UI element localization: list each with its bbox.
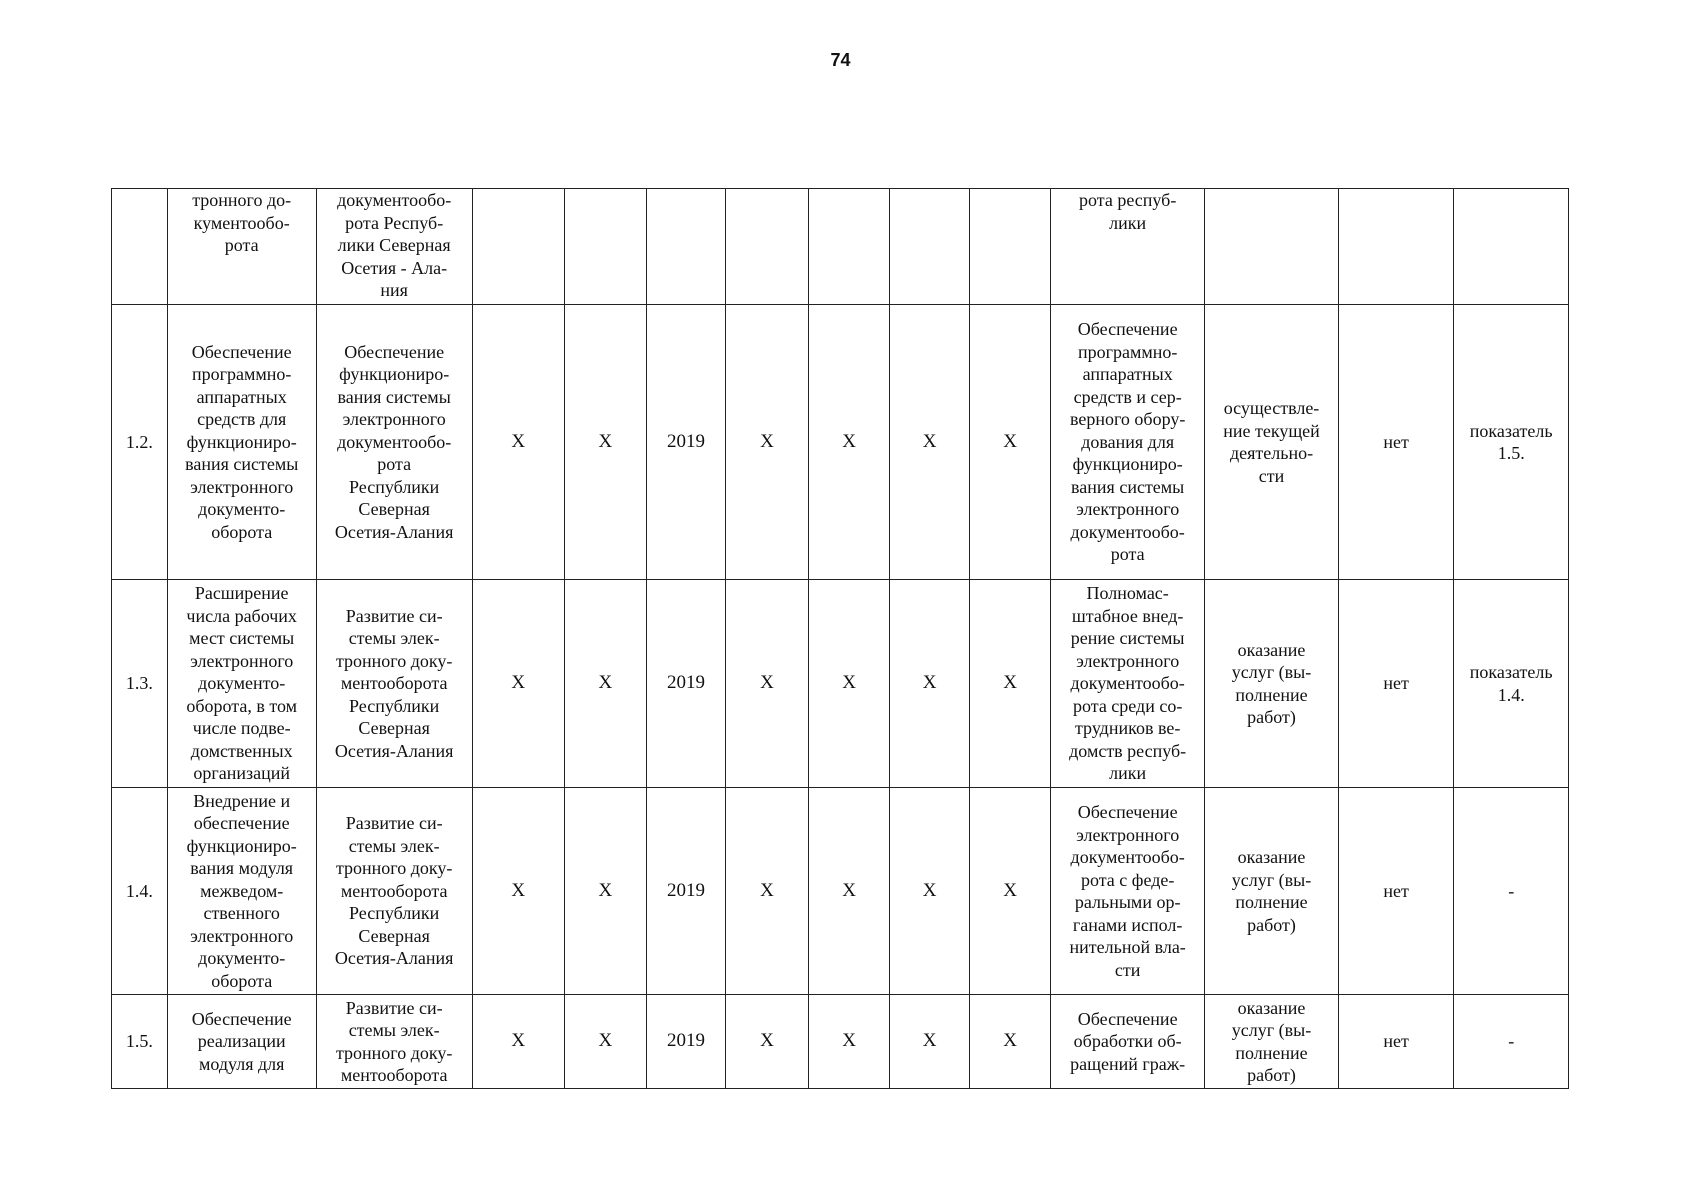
cell-col-9: X [890,580,970,788]
activities-table [111,188,1569,1089]
table-row [112,305,1569,580]
cell-col-9: X [890,305,970,580]
program-name: документообо- рота Респуб- лики Северная Осетия - Ала- ния [316,189,472,305]
cell-col-8: X [809,995,890,1089]
cell-col-4 [472,189,564,305]
indicator-cell: - [1454,995,1569,1089]
cell-col-4: X [472,995,564,1089]
expected-result: Обеспечение электронного документообо- рота с феде- ральными ор- ганами испол- нительной вла- сти [1051,788,1205,995]
activity-form: оказание услуг (вы- полнение работ) [1205,580,1339,788]
program-name: Обеспечение функциониро- вания системы электронного документообо- рота Республики Северная Осетия-Алания [316,305,472,580]
row-number: 1.3. [112,580,168,788]
cell-col-5: X [564,580,646,788]
cell-col-6: 2019 [646,995,725,1089]
cell-col-8 [809,189,890,305]
row-number: 1.4. [112,788,168,995]
cell-col-10: X [970,995,1051,1089]
activity-name: Обеспечение реализации модуля для [167,995,316,1089]
flag-cell [1338,189,1454,305]
cell-col-7: X [725,788,808,995]
cell-col-4: X [472,305,564,580]
cell-col-9: X [890,788,970,995]
activity-name: Внедрение и обеспечение функциониро- вания модуля межведом- ственного электронного документо- оборота [167,788,316,995]
flag-cell: нет [1338,995,1454,1089]
expected-result: рота респуб- лики [1051,189,1205,305]
row-number: 1.5. [112,995,168,1089]
cell-col-7: X [725,995,808,1089]
cell-col-4: X [472,580,564,788]
cell-col-10: X [970,305,1051,580]
program-name: Развитие си- стемы элек- тронного доку- ментооборота [316,995,472,1089]
program-name: Развитие си- стемы элек- тронного доку- ментооборота Республики Северная Осетия-Алания [316,788,472,995]
indicator-cell: - [1454,788,1569,995]
cell-col-8: X [809,305,890,580]
cell-col-5: X [564,305,646,580]
flag-cell: нет [1338,305,1454,580]
activity-form: осуществле- ние текущей деятельно- сти [1205,305,1339,580]
cell-col-7: X [725,305,808,580]
expected-result: Полномас- штабное внед- рение системы электронного документообо- рота среди со- трудников ве- домств респуб- лики [1051,580,1205,788]
cell-col-5: X [564,788,646,995]
flag-cell: нет [1338,580,1454,788]
table-row [112,995,1569,1089]
cell-col-7 [725,189,808,305]
indicator-cell [1454,189,1569,305]
cell-col-6: 2019 [646,305,725,580]
cell-col-10: X [970,788,1051,995]
activity-form: оказание услуг (вы- полнение работ) [1205,995,1339,1089]
cell-col-5 [564,189,646,305]
row-number: 1.2. [112,305,168,580]
indicator-cell: показатель 1.5. [1454,305,1569,580]
cell-col-5: X [564,995,646,1089]
cell-col-7: X [725,580,808,788]
page-number: 74 [830,50,851,70]
table-row [112,788,1569,995]
row-number [112,189,168,305]
cell-col-10 [970,189,1051,305]
cell-col-6: 2019 [646,580,725,788]
expected-result: Обеспечение обработки об- ращений граж- [1051,995,1205,1089]
table-row [112,580,1569,788]
cell-col-8: X [809,580,890,788]
cell-col-6 [646,189,725,305]
activity-name: Расширение числа рабочих мест системы электронного документо- оборота, в том числе подве- домственных организаций [167,580,316,788]
cell-col-9: X [890,995,970,1089]
expected-result: Обеспечение программно- аппаратных средств и сер- верного обору- дования для функциониро- вания системы электронного документообо- рота [1051,305,1205,580]
program-name: Развитие си- стемы элек- тронного доку- ментооборота Республики Северная Осетия-Алания [316,580,472,788]
table-row [112,189,1569,305]
cell-col-4: X [472,788,564,995]
flag-cell: нет [1338,788,1454,995]
activity-name: тронного до- кументообо- рота [167,189,316,305]
cell-col-10: X [970,580,1051,788]
cell-col-9 [890,189,970,305]
activity-form: оказание услуг (вы- полнение работ) [1205,788,1339,995]
activity-form [1205,189,1339,305]
cell-col-6: 2019 [646,788,725,995]
indicator-cell: показатель 1.4. [1454,580,1569,788]
cell-col-8: X [809,788,890,995]
activity-name: Обеспечение программно- аппаратных средств для функциониро- вания системы электронного документо- оборота [167,305,316,580]
